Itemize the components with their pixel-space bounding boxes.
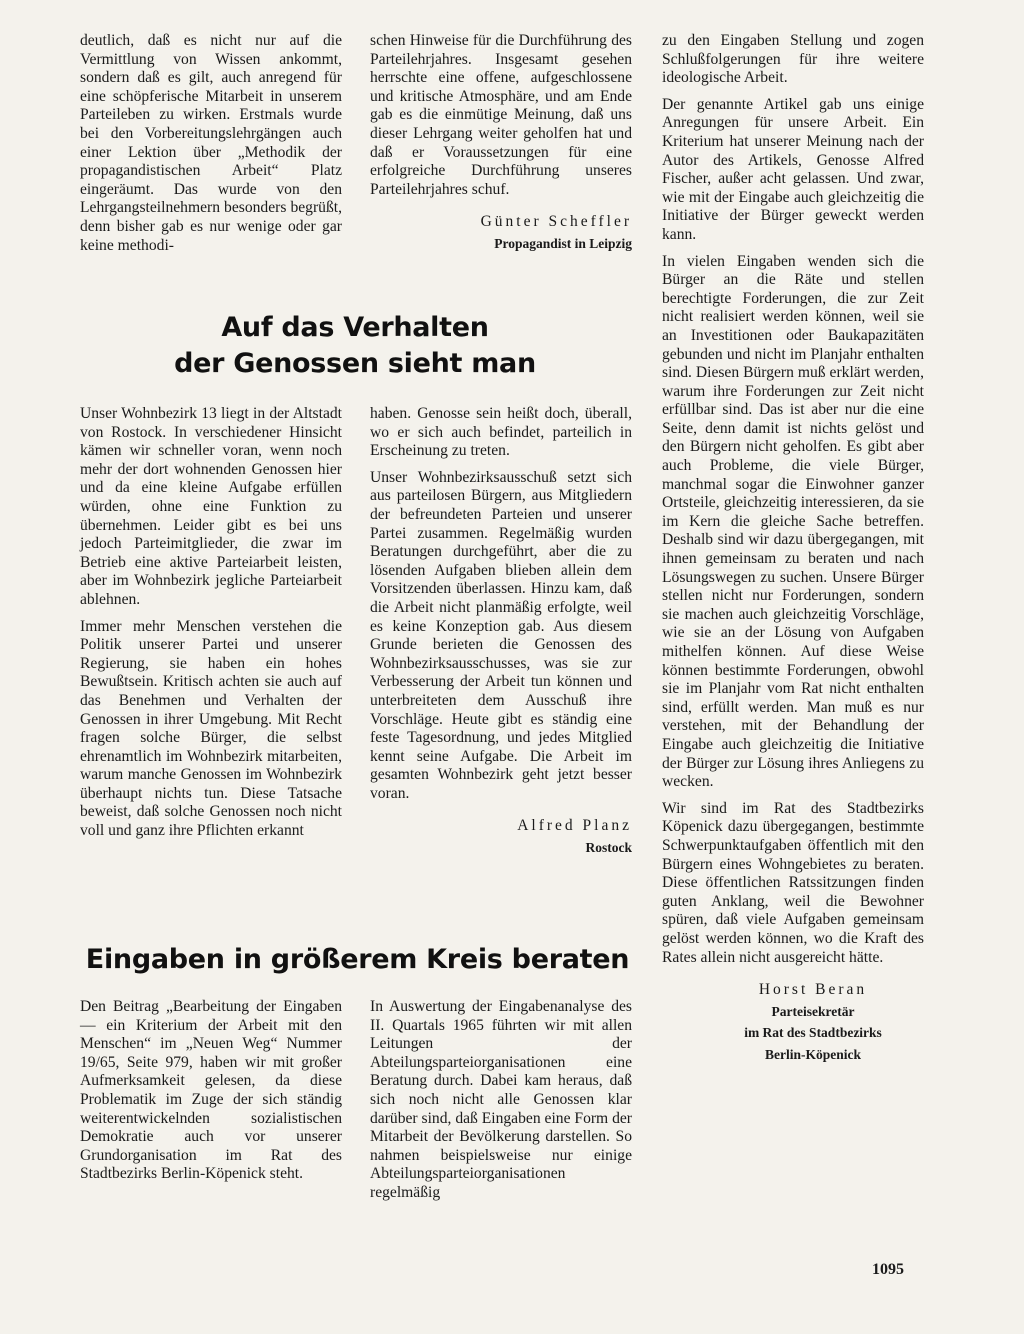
author-role: Propagandist in Leipzig	[494, 235, 632, 251]
article2-column-1	[80, 405, 342, 849]
author-role: Rostock	[585, 840, 632, 856]
paragraph: Immer mehr Menschen verstehen die Politik unserer Partei und unserer Regierung, sie haben ein hohes Bewußtsein. Kritisch achten sie auch auf das Benehmen und Verhalten der Genossen in ihrer Umgebung. Mit Recht fragen solche Bürger, die selbst ehrenamtlich im Wohnbezirk mitarbeiten, warum manche Genossen im Wohnbezirk überhaupt nichts tun. Diese Tatsache beweist, daß solche Genossen noch nicht voll und ganz ihre Pflichten erkannt	[80, 617, 342, 840]
author-name: Günter Scheffler	[480, 213, 632, 231]
article2-headline	[90, 310, 620, 382]
article2-signature	[370, 817, 632, 857]
author-name: Alfred Planz	[517, 817, 632, 835]
paragraph: deutlich, daß es nicht nur auf die Vermittlung von Wissen ankommt, sondern daß es gilt, auch anregend für eine schöpferische Mitarbeit in unserem Parteileben zu wirken. Erstmals wurde bei den Vorbereitungslehrgängen auch einer Lektion über „Methodik der propagandistischen Arbeit“ Platz eingeräumt. Das wurde von den Lehrgangsteilnehmern besonders begrüßt, denn bisher gab es nur wenige oder gar keine methodi-	[80, 32, 342, 254]
article1-column-1	[80, 32, 342, 263]
headline-line: der Genossen sieht man	[174, 348, 536, 379]
article2-column-2	[370, 405, 632, 858]
author-name: Horst Beran	[758, 981, 868, 999]
article3-signature	[662, 981, 924, 1064]
author-role: im Rat des Stadtbezirks	[744, 1025, 882, 1041]
article3-column-3	[662, 32, 924, 1064]
article3-column-2	[370, 998, 632, 1211]
article3-headline: Eingaben in größerem Kreis beraten	[85, 944, 630, 975]
paragraph: zu den Eingaben Stellung und zogen Schlußfolgerungen für ihre weitere ideologische Arbeit.	[662, 32, 924, 87]
paragraph: Der genannte Artikel gab uns einige Anregungen für unsere Arbeit. Ein Kriterium hat unserer Meinung nach der Autor des Artikels, Genosse Alfred Fischer, außer acht gelassen. Und zwar, wie mit der Eingabe auch gleichzeitig die Initiative der Bürger geweckt werden kann.	[662, 95, 924, 243]
paragraph: schen Hinweise für die Durchführung des Parteilehrjahres. Insgesamt gesehen herrschte eine offene, aufgeschlossene und kritische Atmosphäre, und am Ende gab es die einmütige Meinung, daß uns dieser Lehrgang weiter geholfen hat und daß er Voraussetzungen für eine erfolgreiche Durchführung unseres Parteilehrjahres schuf.	[370, 32, 632, 198]
paragraph: Unser Wohnbezirk 13 liegt in der Altstadt von Rostock. In verschiedener Hinsicht kämen wir schneller voran, wenn noch mehr der dort wohnenden Genossen hier und da eine kleine Aufgabe erfüllen würden, ohne eine Funktion zu übernehmen. Leider gibt es bei uns jedoch Parteimitglieder, die zwar im Betrieb eine aktive Parteiarbeit leisten, aber im Wohnbezirk jegliche Parteiarbeit ablehnen.	[80, 405, 342, 608]
paragraph: In Auswertung der Eingabenanalyse des II. Quartals 1965 führten wir mit allen Leitungen der Abteilungsparteiorganisationen eine Beratung durch. Dabei kam heraus, daß sich noch nicht alle Genossen klar darüber sind, daß Eingaben eine Form der Mitarbeit der Bevölkerung darstellen. So nahmen beispielsweise nur einige Abteilungsparteiorganisationen regelmäßig	[370, 998, 632, 1201]
headline-line: Auf das Verhalten	[221, 312, 489, 343]
author-role: Berlin-Köpenick	[764, 1046, 861, 1062]
paragraph: Wir sind im Rat des Stadtbezirks Köpenick dazu übergegangen, bestimmte Schwerpunktaufgaben öffentlich mit den Bürgern eines Wohngebietes zu beraten. Diese öffentlichen Ratssitzungen finden guten Anklang, weil die Bewohner spüren, daß viele Aufgaben gemeinsam gelöst werden können, wo die Kraft des Rates allein nicht ausgereicht hätte.	[662, 799, 924, 966]
page-number: 1095	[872, 1261, 904, 1278]
article1-column-2	[370, 32, 632, 254]
paragraph: Den Beitrag „Bearbeitung der Eingaben — ein Kriterium der Arbeit mit den Menschen“ im „Neuen Weg“ Nummer 19/65, Seite 979, haben wir mit großer Aufmerksamkeit gelesen, da diese Problematik im Zuge der sich ständig weiterentwickelnden sozialistischen Demokratie auch vor unserer Grundorganisation im Rat des Stadtbezirks Berlin-Köpenick steht.	[80, 998, 342, 1183]
paragraph: In vielen Eingaben wenden sich die Bürger an die Räte und stellen berechtigte Forderungen, die zur Zeit nicht realisiert werden können, weil sie an Investitionen oder Baukapazitäten gebunden und nicht im Planjahr enthalten sind. Diesen Bürgern muß erklärt werden, warum ihre Forderungen zur Zeit nicht erfüllbar sind. Das ist aber nur die eine Seite, denn damit ist nichts gelöst und den Bürgern nicht geholfen. Es gibt aber auch Probleme, die viele Bürger, manchmal sogar die Einwohner ganzer Ortsteile, gleichzeitig interessieren, da sie im Kern die gleiche Sache betreffen. Deshalb sind wir dazu übergegangen, mit ihnen gemeinsam zu beraten und nach Lösungswegen zu suchen. Unsere Bürger stellen nicht nur Forderungen, sondern sie machen auch gleichzeitig Vorschläge, wie sie an der Lösung von Aufgaben mithelfen können. Auf diese Weise können bestimmte Forderungen, obwohl sie im Planjahr vom Rat nicht enthalten sind, erfüllt werden. Man muß es nur verstehen, mit der Behandlung der Eingabe auch gleichzeitig die Initiative der Bürger zur Lösung ihres Anliegens zu wecken.	[662, 252, 924, 791]
article3-column-1	[80, 998, 342, 1192]
paragraph: haben. Genosse sein heißt doch, überall, wo er sich auch befindet, parteilich in Erscheinung zu treten.	[370, 405, 632, 460]
article1-signature	[370, 213, 632, 253]
author-role: Parteisekretär	[771, 1003, 855, 1019]
paragraph: Unser Wohnbezirksausschuß setzt sich aus parteilosen Bürgern, aus Mitgliedern der befreundeten Parteien und unserer Partei zusammen. Regelmäßig wurden Beratungen durchgeführt, aber die zu lösenden Aufgaben blieben allein dem Vorsitzenden überlassen. Hinzu kam, daß die Arbeit nicht planmäßig erfolgte, weil es keine Konzeption gab. Aus diesem Grunde berieten die Genossen des Wohnbezirksausschusses, was sie zur Verbesserung der Arbeit tun können und unterbreiteten dem Ausschuß ihre Vorschläge. Heute gibt es ständig eine feste Tagesordnung, und jedes Mitglied kennt seine Aufgabe. Die Arbeit im gesamten Wohnbezirk geht jetzt besser voran.	[370, 468, 632, 802]
